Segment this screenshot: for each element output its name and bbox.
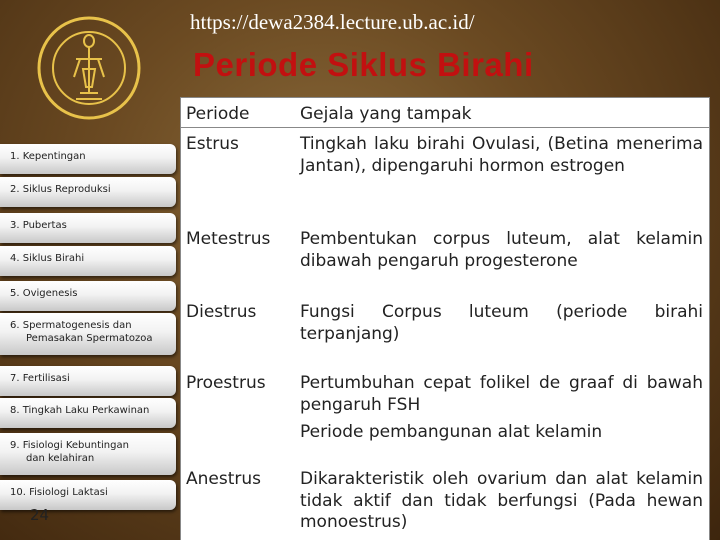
table-row-term: Proestrus: [186, 373, 266, 393]
sidebar-item-fertilisasi[interactable]: [0, 366, 176, 396]
sidebar-item-fisiologi-kebuntingan[interactable]: [0, 433, 176, 475]
table-border-right: [709, 97, 710, 540]
table-border-top: [180, 97, 710, 98]
sidebar-item-ovigenesis[interactable]: [0, 281, 176, 311]
table-header-desc: Gejala yang tampak: [300, 104, 472, 124]
table-border-left: [180, 97, 181, 540]
sidebar-item-spermatogenesis[interactable]: [0, 313, 176, 355]
sidebar-item-label: 1. Kepentingan: [10, 151, 86, 162]
sidebar-item-label: 8. Tingkah Laku Perkawinan: [10, 405, 150, 416]
sidebar-item-tingkah-laku[interactable]: [0, 398, 176, 428]
url-text: https://dewa2384.lecture.ub.ac.id/: [190, 10, 475, 34]
sidebar-item-label: 6. Spermatogenesis dan: [10, 320, 132, 331]
sidebar-item-label-line2: dan kelahiran: [26, 453, 95, 464]
sidebar-item-fisiologi-laktasi[interactable]: [0, 480, 176, 510]
university-logo-icon: [36, 15, 142, 121]
table-row-desc: Dikarakteristik oleh ovarium dan alat kelamin tidak aktif dan tidak berfungsi (Pada hewan monoestrus): [300, 469, 703, 532]
table-row-desc: Pertumbuhan cepat folikel de graaf di bawah pengaruh FSH: [300, 373, 703, 415]
table-row-term: Diestrus: [186, 302, 257, 322]
sidebar-item-pubertas[interactable]: [0, 213, 176, 243]
table-row-desc: Pembentukan corpus luteum, alat kelamin dibawah pengaruh progesterone: [300, 229, 703, 271]
sidebar-item-label: 2. Siklus Reproduksi: [10, 184, 111, 195]
sidebar-item-label: 3. Pubertas: [10, 220, 67, 231]
table-row-desc: Fungsi Corpus luteum (periode birahi terpanjang): [300, 302, 703, 344]
table-header-divider: [180, 127, 710, 128]
sidebar-item-siklus-reproduksi[interactable]: [0, 177, 176, 207]
table-row-term: Anestrus: [186, 469, 262, 489]
table-row-term: Estrus: [186, 134, 239, 154]
sidebar-item-label: 7. Fertilisasi: [10, 373, 70, 384]
sidebar-item-label-line2: Pemasakan Spermatozoa: [26, 333, 153, 344]
slide-title: Periode Siklus Birahi: [193, 46, 534, 83]
sidebar-item-siklus-birahi[interactable]: [0, 246, 176, 276]
sidebar-item-label: 9. Fisiologi Kebuntingan: [10, 440, 129, 451]
table-row-desc: Tingkah laku birahi Ovulasi, (Betina menerima Jantan), dipengaruhi hormon estrogen: [300, 134, 703, 176]
sidebar-item-kepentingan[interactable]: [0, 144, 176, 174]
table-header-term: Periode: [186, 104, 250, 124]
page-number: 24: [30, 506, 50, 524]
sidebar-item-label: 5. Ovigenesis: [10, 288, 78, 299]
sidebar-item-label: 4. Siklus Birahi: [10, 253, 85, 264]
table-row-term: Metestrus: [186, 229, 271, 249]
table-row-desc-line2: Periode pembangunan alat kelamin: [300, 422, 603, 442]
sidebar-item-label: 10. Fisiologi Laktasi: [10, 487, 108, 498]
